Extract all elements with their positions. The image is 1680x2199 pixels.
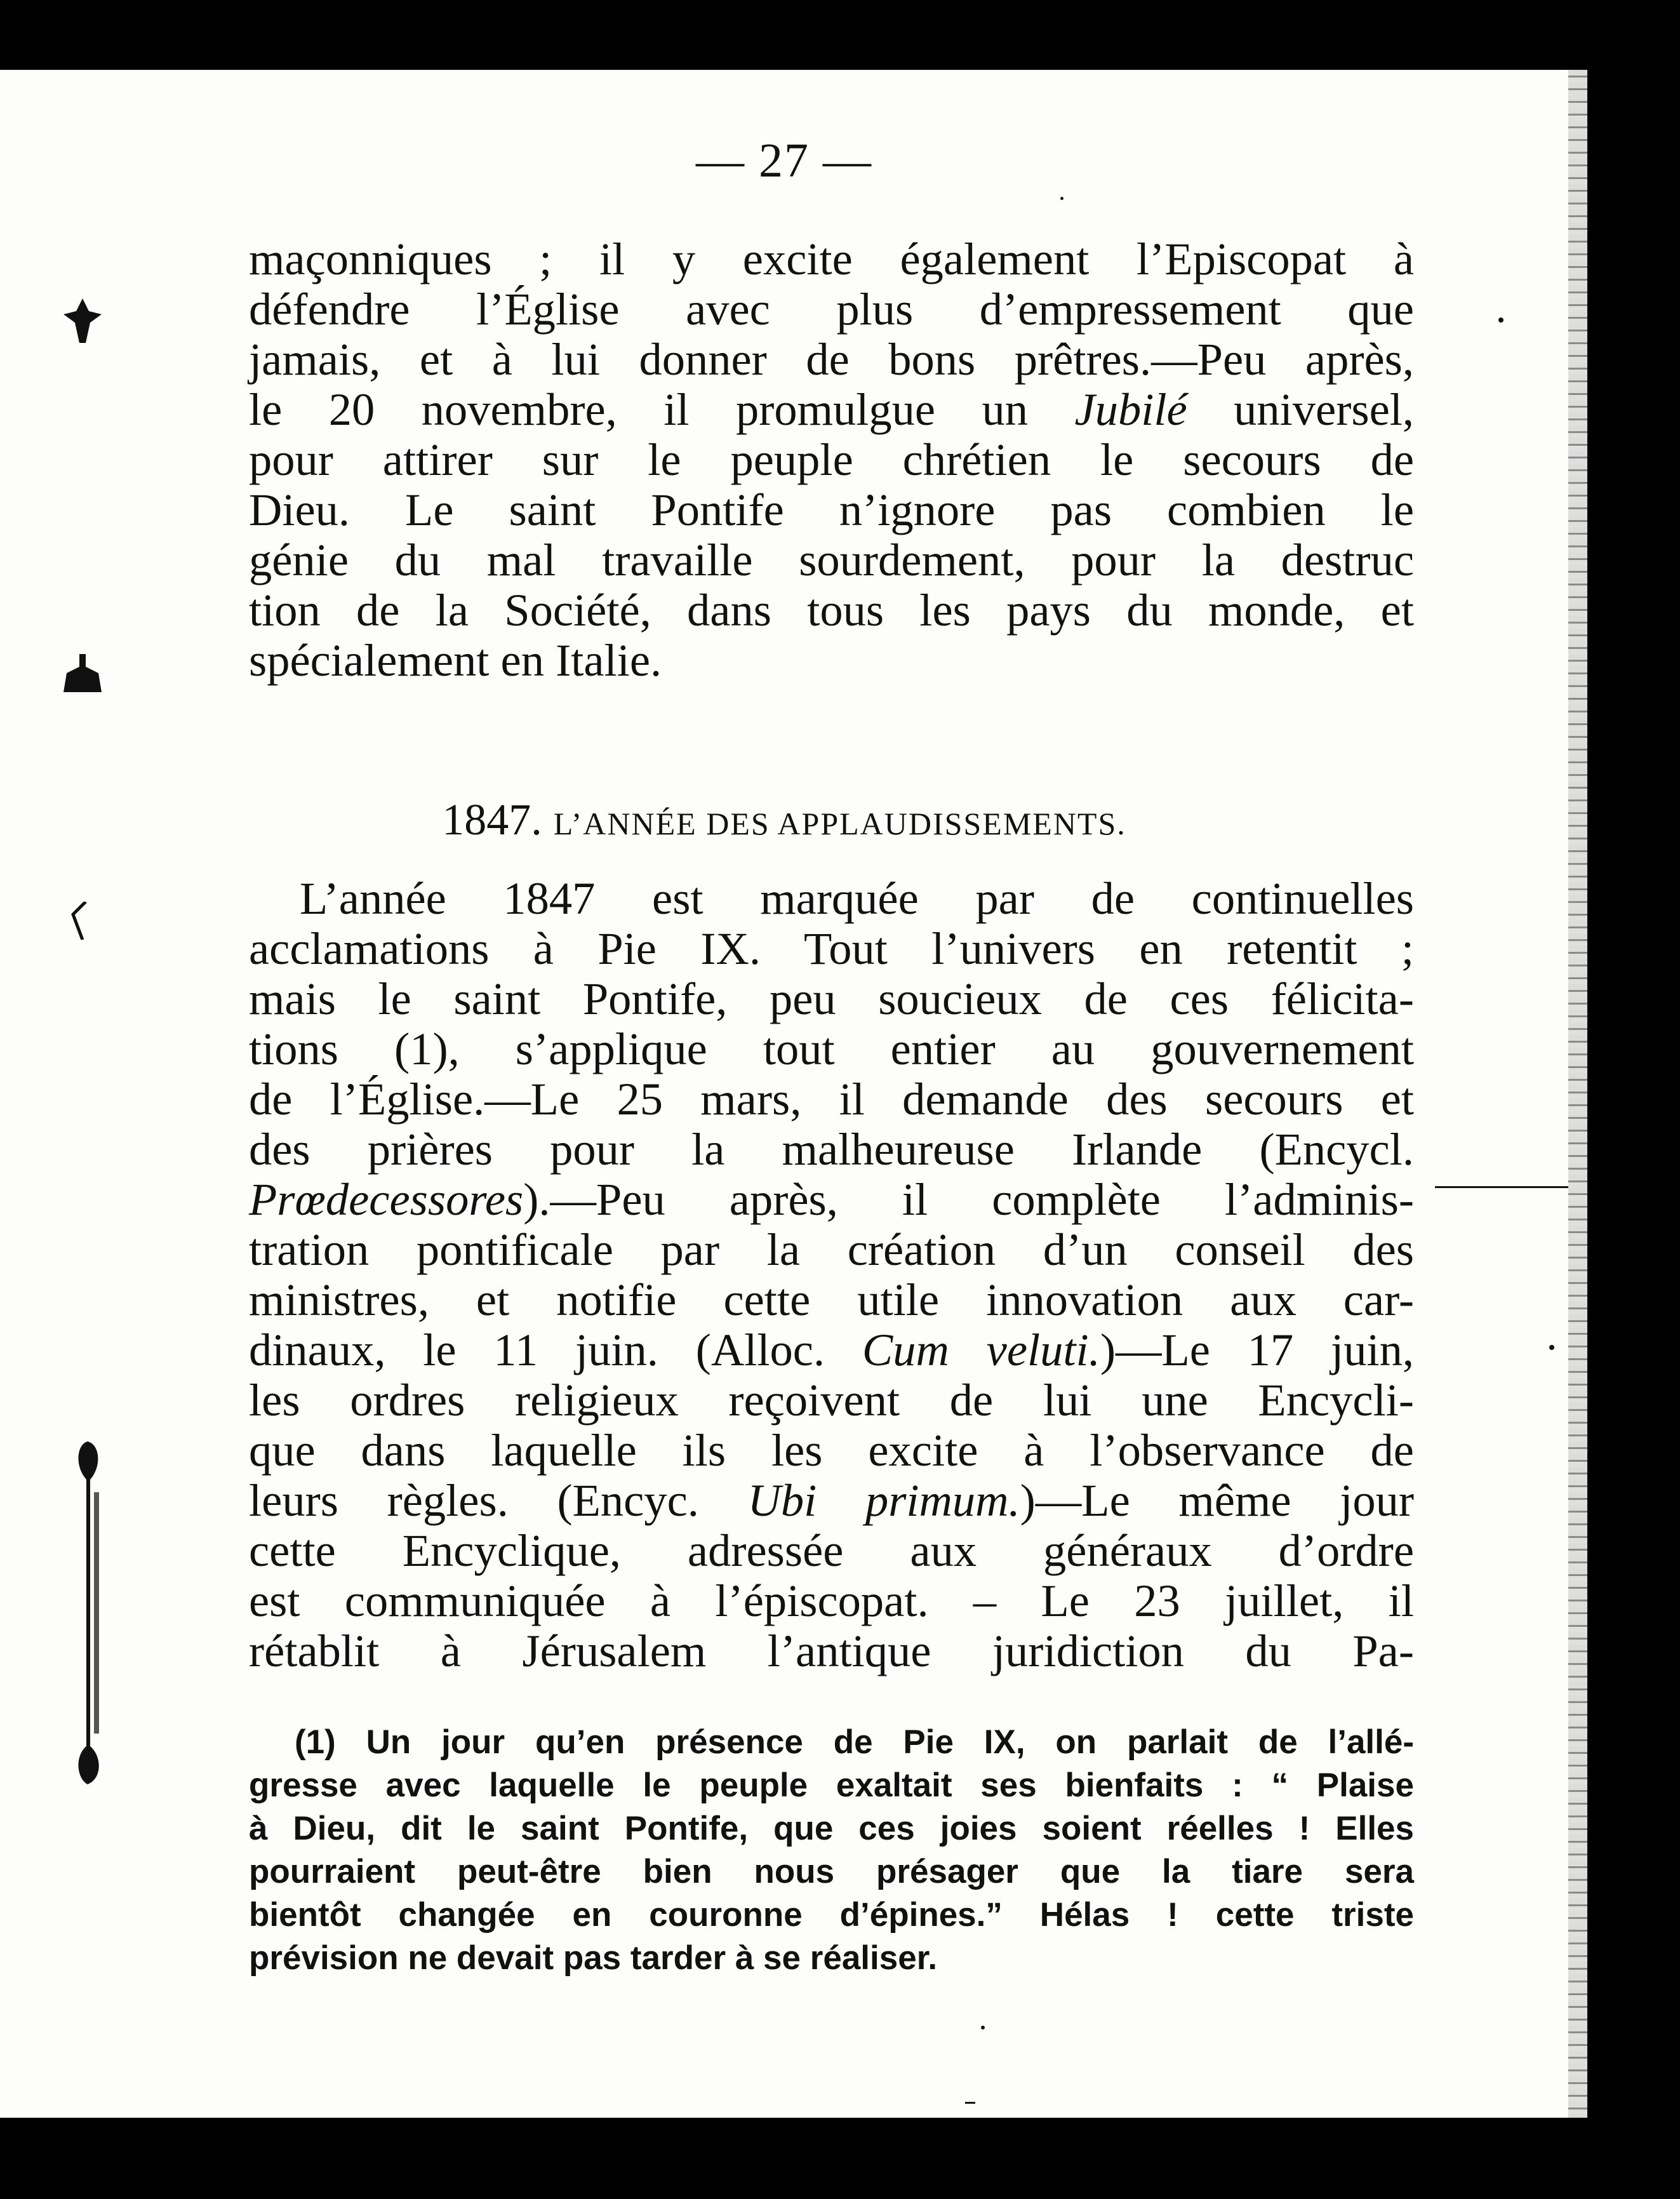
footnote-line: gresse avec laquelle le peuple exaltait ses bienfaits : “ Plaise: [249, 1767, 1414, 1804]
paragraph-1: [249, 234, 1414, 685]
text-line: spécialement en Italie.: [249, 634, 662, 686]
text-line: de l’Église.—Le 25 mars, il demande des secours et: [249, 1073, 1414, 1125]
heading-year: 1847.: [442, 796, 542, 845]
italic-title-ubi-primum: Ubi primum.: [747, 1474, 1020, 1526]
text-fragment: leurs règles. (Encyc.: [249, 1474, 699, 1526]
footnote-line: bientôt changée en couronne d’épines.” Hélas ! cette triste: [249, 1896, 1414, 1934]
text-line: défendre l’Église avec plus d’empressement que: [249, 283, 1414, 335]
text-line: que dans laquelle ils les excite à l’observance de: [249, 1424, 1414, 1476]
scan-line-mark: [1435, 1186, 1568, 1188]
book-page: [0, 70, 1568, 2118]
margin-ornament-icon: [63, 298, 102, 343]
italic-word-jubile: Jubilé: [1074, 384, 1187, 435]
footnote-line: prévision ne devait pas tarder à se réaliser.: [249, 1939, 938, 1977]
text-line: [249, 1325, 1414, 1375]
text-line: pour attirer sur le peuple chrétien le secours de: [249, 434, 1414, 485]
text-fragment: dinaux, le 11 juin. (Alloc.: [249, 1324, 825, 1375]
text-line: jamais, et à lui donner de bons prêtres.—Peu après,: [249, 333, 1414, 385]
text-fragment: le 20 novembre, il promulgue un: [249, 384, 1029, 435]
text-line: [249, 1475, 1414, 1525]
text-fragment: )—Le même jour: [1020, 1474, 1415, 1526]
text-line: maçonniques ; il y excite également l’Episcopat à: [249, 233, 1414, 284]
text-fragment: )—Le 17 juin,: [1100, 1324, 1414, 1375]
page-edge: [1568, 70, 1587, 2118]
text-line: tration pontificale par la création d’un conseil des: [249, 1224, 1414, 1275]
heading-title: L’ANNÉE DES APPLAUDISSEMENTS.: [553, 806, 1126, 841]
text-line: mais le saint Pontife, peu soucieux de ces félicita-: [249, 973, 1414, 1024]
text-line: Dieu. Le saint Pontife n’ignore pas combien le: [249, 484, 1414, 535]
footnote-line: à Dieu, dit le saint Pontife, que ces joies soient réelles ! Elles: [249, 1810, 1414, 1847]
section-heading: [0, 795, 1568, 846]
text-line: tion de la Société, dans tous les pays du monde, et: [249, 584, 1414, 636]
text-line: acclamations à Pie IX. Tout l’univers en retentit ;: [249, 923, 1414, 974]
text-line: cette Encyclique, adressée aux généraux d’ordre: [249, 1525, 1414, 1576]
text-line: rétablit à Jérusalem l’antique juridiction du Pa-: [249, 1625, 1414, 1676]
scan-dot-mark: [1549, 1345, 1554, 1350]
footnote-line: (1) Un jour qu’en présence de Pie IX, on parlait de l’allé-: [295, 1723, 1414, 1761]
text-line: génie du mal travaille sourdement, pour la destruc: [249, 534, 1414, 585]
scan-dot-mark: [1498, 317, 1503, 323]
italic-title-cum-veluti: Cum veluti.: [862, 1324, 1100, 1375]
footnote-line: pourraient peut-être bien nous présager que la tiare sera: [249, 1853, 1414, 1890]
text-line: ministres, et notifie cette utile innovation aux car-: [249, 1274, 1414, 1325]
page-number: — 27 —: [696, 134, 872, 187]
scan-dot-mark: [1060, 197, 1063, 200]
paragraph-2: [249, 873, 1414, 1676]
text-line: [249, 1174, 1414, 1224]
text-line: [249, 384, 1414, 434]
italic-title-praedecessores: Prœdecessores: [249, 1173, 524, 1225]
scan-dash-mark: [965, 2102, 975, 2104]
footnote: [249, 1721, 1414, 1980]
margin-bracket-icon: [70, 1441, 108, 1784]
text-line: L’année 1847 est marquée par de continuelles: [300, 872, 1414, 924]
text-fragment: universel,: [1234, 384, 1415, 435]
scan-dot-mark: [981, 2026, 985, 2029]
margin-mark-icon: [70, 902, 89, 940]
margin-ornament-icon: [63, 654, 102, 692]
text-fragment: ).—Peu après, il complète l’adminis-: [523, 1173, 1414, 1225]
text-line: tions (1), s’applique tout entier au gouvernement: [249, 1023, 1414, 1074]
text-line: est communiquée à l’épiscopat. – Le 23 juillet, il: [249, 1575, 1414, 1626]
text-line: les ordres religieux reçoivent de lui une Encycli-: [249, 1374, 1414, 1426]
text-line: des prières pour la malheureuse Irlande (Encycl.: [249, 1123, 1414, 1175]
